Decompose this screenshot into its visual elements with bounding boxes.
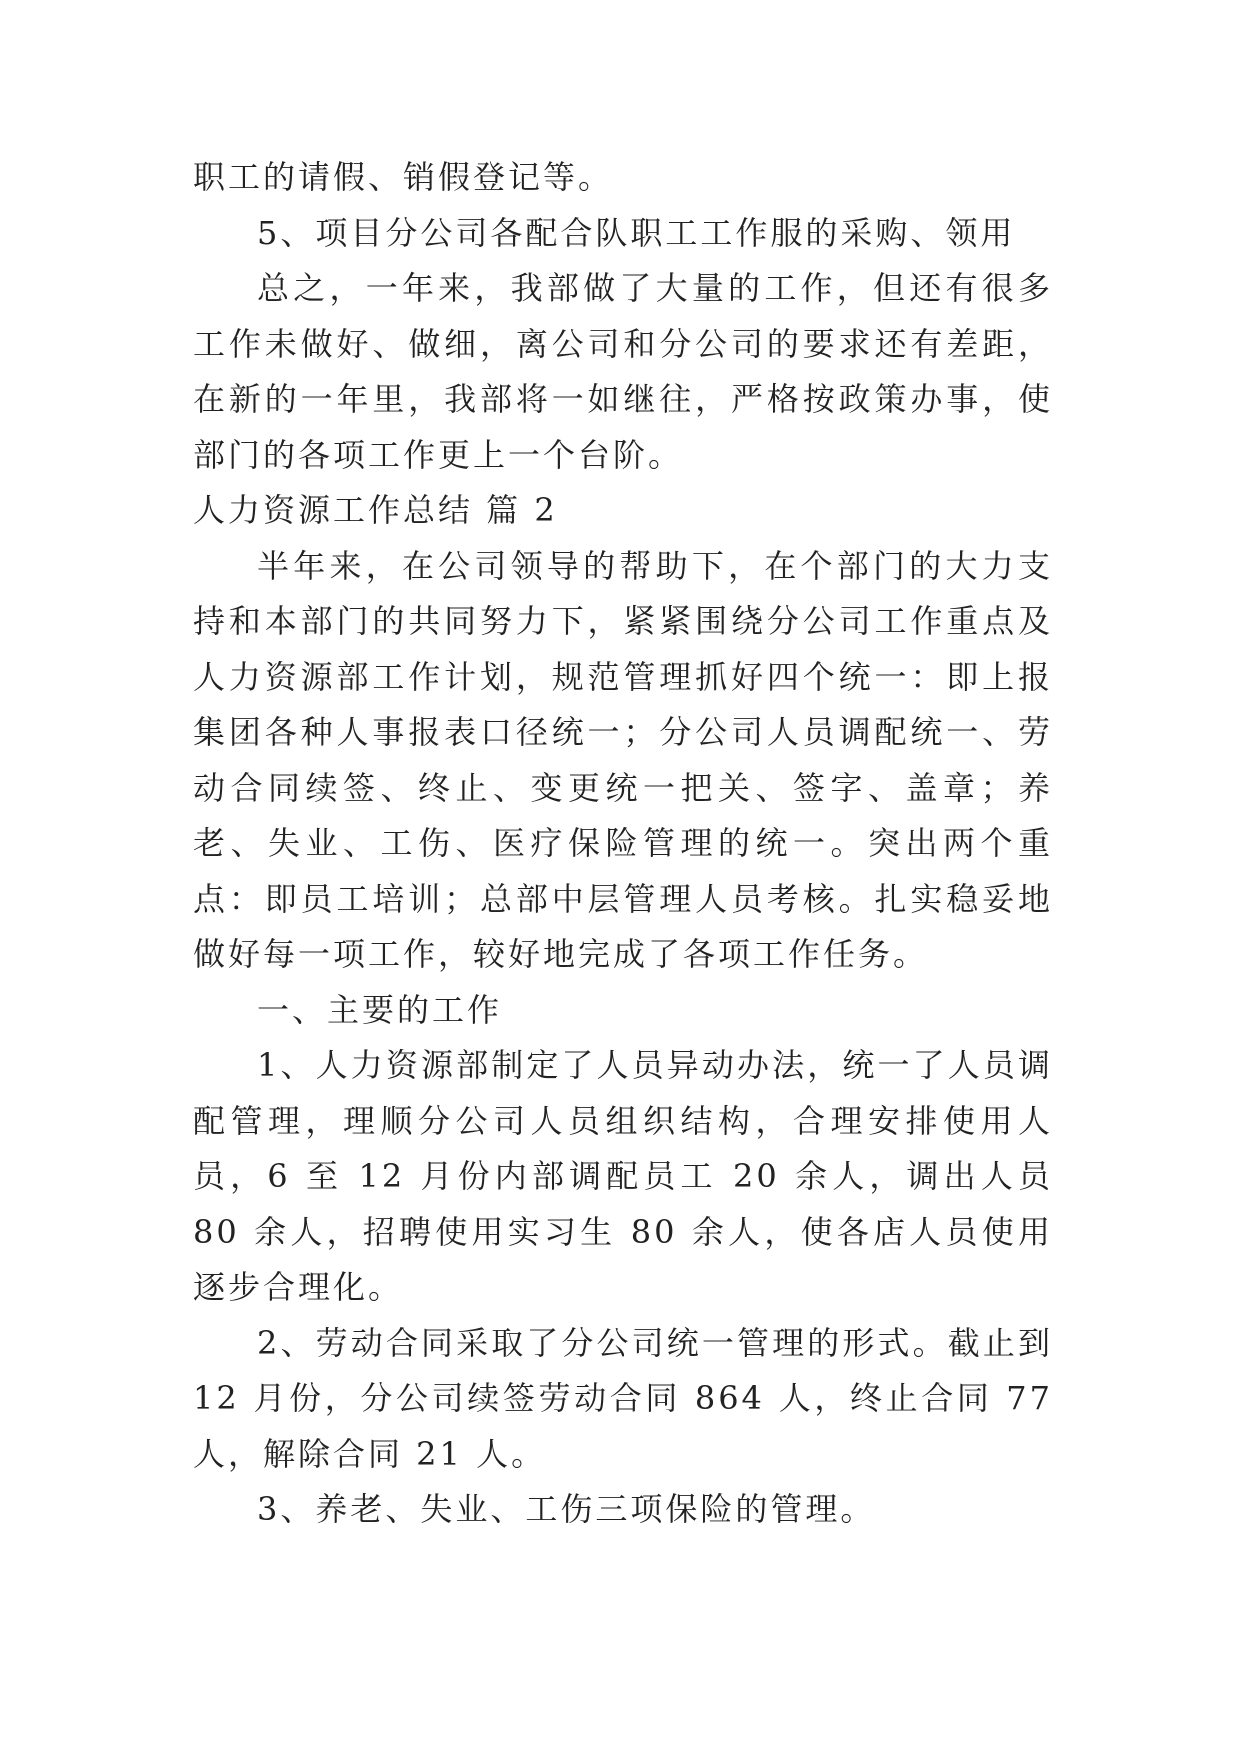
paragraph-summary: 总之，一年来，我部做了大量的工作，但还有很多工作未做好、做细，离公司和分公司的要求还有差距，在新的一年里，我部将一如继往，严格按政策办事，使部门的各项工作更上一个台阶。 [193,269,1053,474]
paragraph-continuation: 职工的请假、销假登记等。 [193,158,614,196]
list-item-1: 1、人力资源部制定了人员异动办法，统一了人员调配管理，理顺分公司人员组织结构，合理安排使用人员，6 至 12 月份内部调配员工 20 余人，调出人员 80 余人，招聘使用实习生 80 余人，使各店人员使用逐步合理化。 [193,1046,1053,1306]
paragraph-intro: 半年来，在公司领导的帮助下，在个部门的大力支持和本部门的共同努力下，紧紧围绕分公司工作重点及人力资源部工作计划，规范管理抓好四个统一：即上报集团各种人事报表口径统一；分公司人员调配统一、劳动合同续签、终止、变更统一把关、签字、盖章；养老、失业、工伤、医疗保险管理的统一。突出两个重点：即员工培训；总部中层管理人员考核。扎实稳妥地做好每一项工作，较好地完成了各项工作任务。 [193,546,1053,973]
section-title: 人力资源工作总结 篇 2 [193,491,558,529]
list-item-3: 3、养老、失业、工伤三项保险的管理。 [257,1490,876,1528]
document-page [193,150,1053,1538]
subsection-heading: 一、主要的工作 [257,990,503,1029]
list-item-2: 2、劳动合同采取了分公司统一管理的形式。截止到 12 月份，分公司续签劳动合同 864 人，终止合同 77 人，解除合同 21 人。 [193,1323,1053,1473]
list-item-5: 5、项目分公司各配合队职工工作服的采购、领用 [257,213,1016,252]
